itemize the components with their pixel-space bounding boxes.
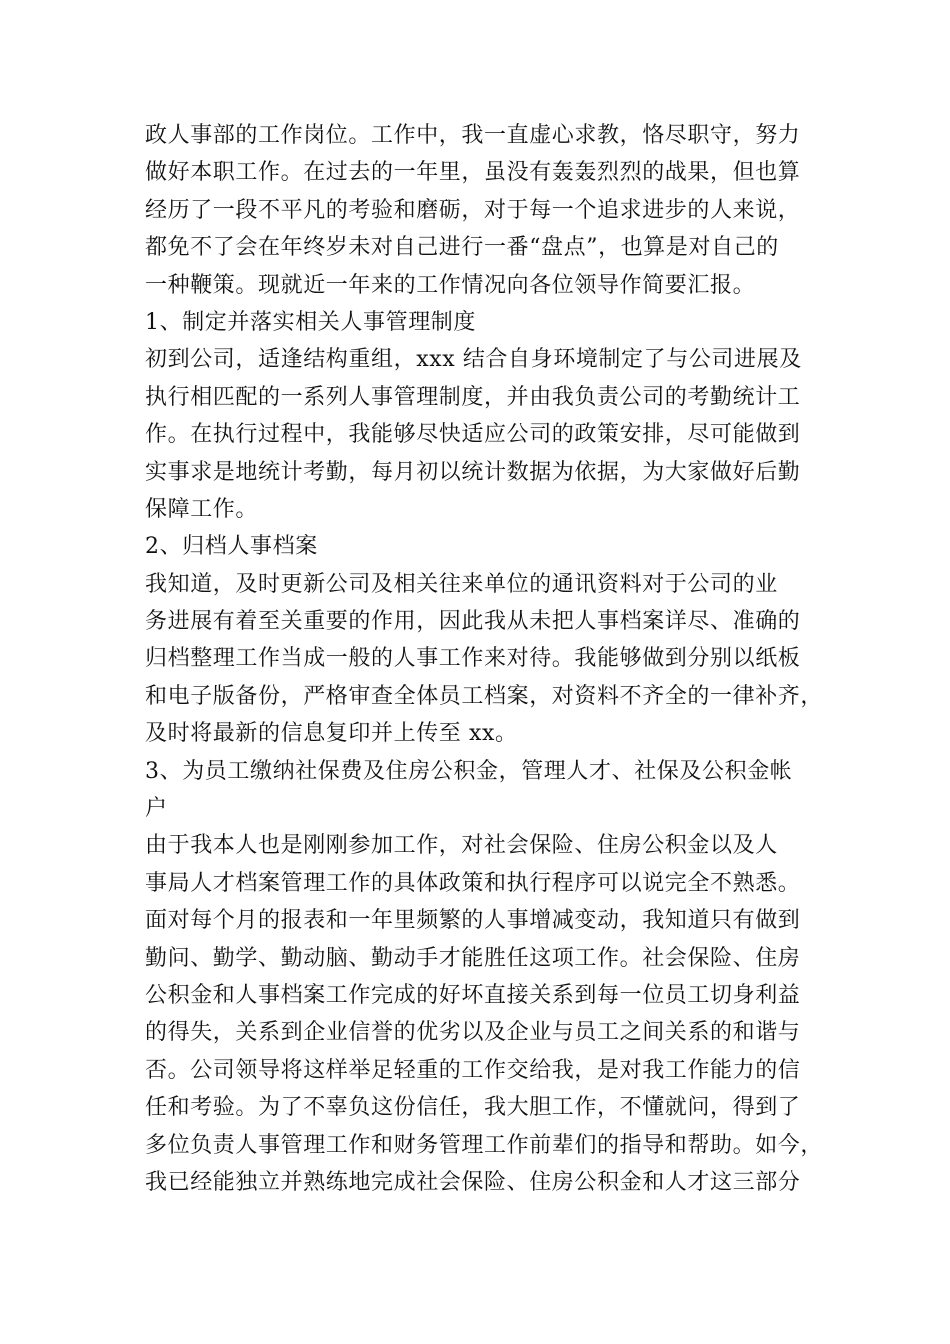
text-line: 初到公司，适逢结构重组，xxx 结合自身环境制定了与公司进展及 [145, 347, 802, 373]
text-line: 由于我本人也是刚刚参加工作，对社会保险、住房公积金以及人 [145, 833, 778, 859]
text-line: 和电子版备份，严格审查全体员工档案，对资料不齐全的一律补齐， [145, 683, 824, 709]
text-line: 执行相匹配的一系列人事管理制度，并由我负责公司的考勤统计工 [145, 384, 801, 410]
text-line: 我已经能独立并熟练地完成社会保险、住房公积金和人才这三部分 [145, 1169, 801, 1195]
section-heading-2: 2、归档人事档案 [145, 534, 318, 560]
text-line: 我知道，及时更新公司及相关往来单位的通讯资料对于公司的业 [145, 571, 778, 597]
text-line: 面对每个月的报表和一年里频繁的人事增减变动，我知道只有做到 [145, 908, 801, 934]
text-line: 做好本职工作。在过去的一年里，虽没有轰轰烈烈的战果，但也算 [145, 160, 801, 186]
text-line: 政人事部的工作岗位。工作中，我一直虚心求教，恪尽职守，努力 [145, 123, 801, 148]
text-line: 任和考验。为了不辜负这份信任，我大胆工作，不懂就问，得到了 [145, 1095, 801, 1121]
text-line: 一种鞭策。现就近一年来的工作情况向各位领导作简要汇报。 [145, 272, 756, 298]
text-line: 多位负责人事管理工作和财务管理工作前辈们的指导和帮助。如今， [145, 1132, 824, 1158]
text-line: 事局人才档案管理工作的具体政策和执行程序可以说完全不熟悉。 [145, 870, 801, 896]
text-line: 保障工作。 [145, 496, 259, 522]
text-line: 务进展有着至关重要的作用，因此我从未把人事档案详尽、准确的 [145, 609, 801, 635]
section-heading-3-continued: 户 [145, 796, 168, 822]
section-heading-3: 3、为员工缴纳社保费及住房公积金，管理人才、社保及公积金帐 [145, 758, 793, 784]
section-heading-1: 1、制定并落实相关人事管理制度 [145, 309, 476, 335]
text-line: 实事求是地统计考勤，每月初以统计数据为依据，为大家做好后勤 [145, 459, 801, 485]
text-line: 作。在执行过程中，我能够尽快适应公司的政策安排，尽可能做到 [145, 422, 801, 448]
text-line: 经历了一段不平凡的考验和磨砺，对于每一个追求进步的人来说， [145, 197, 801, 223]
document-body [145, 117, 824, 1201]
text-line: 否。公司领导将这样举足轻重的工作交给我，是对我工作能力的信 [145, 1057, 801, 1083]
text-line: 公积金和人事档案工作完成的好坏直接关系到每一位员工切身利益 [145, 982, 801, 1008]
text-line: 及时将最新的信息复印并上传至 xx。 [145, 721, 518, 747]
text-line: 的得失，关系到企业信誉的优劣以及企业与员工之间关系的和谐与 [145, 1020, 801, 1046]
text-line: 都免不了会在年终岁未对自己进行一番“盘点”，也算是对自己的 [145, 235, 779, 261]
text-line: 勤问、勤学、勤动脑、勤动手才能胜任这项工作。社会保险、住房 [145, 945, 801, 971]
text-line: 归档整理工作当成一般的人事工作来对待。我能够做到分别以纸板 [145, 646, 801, 672]
